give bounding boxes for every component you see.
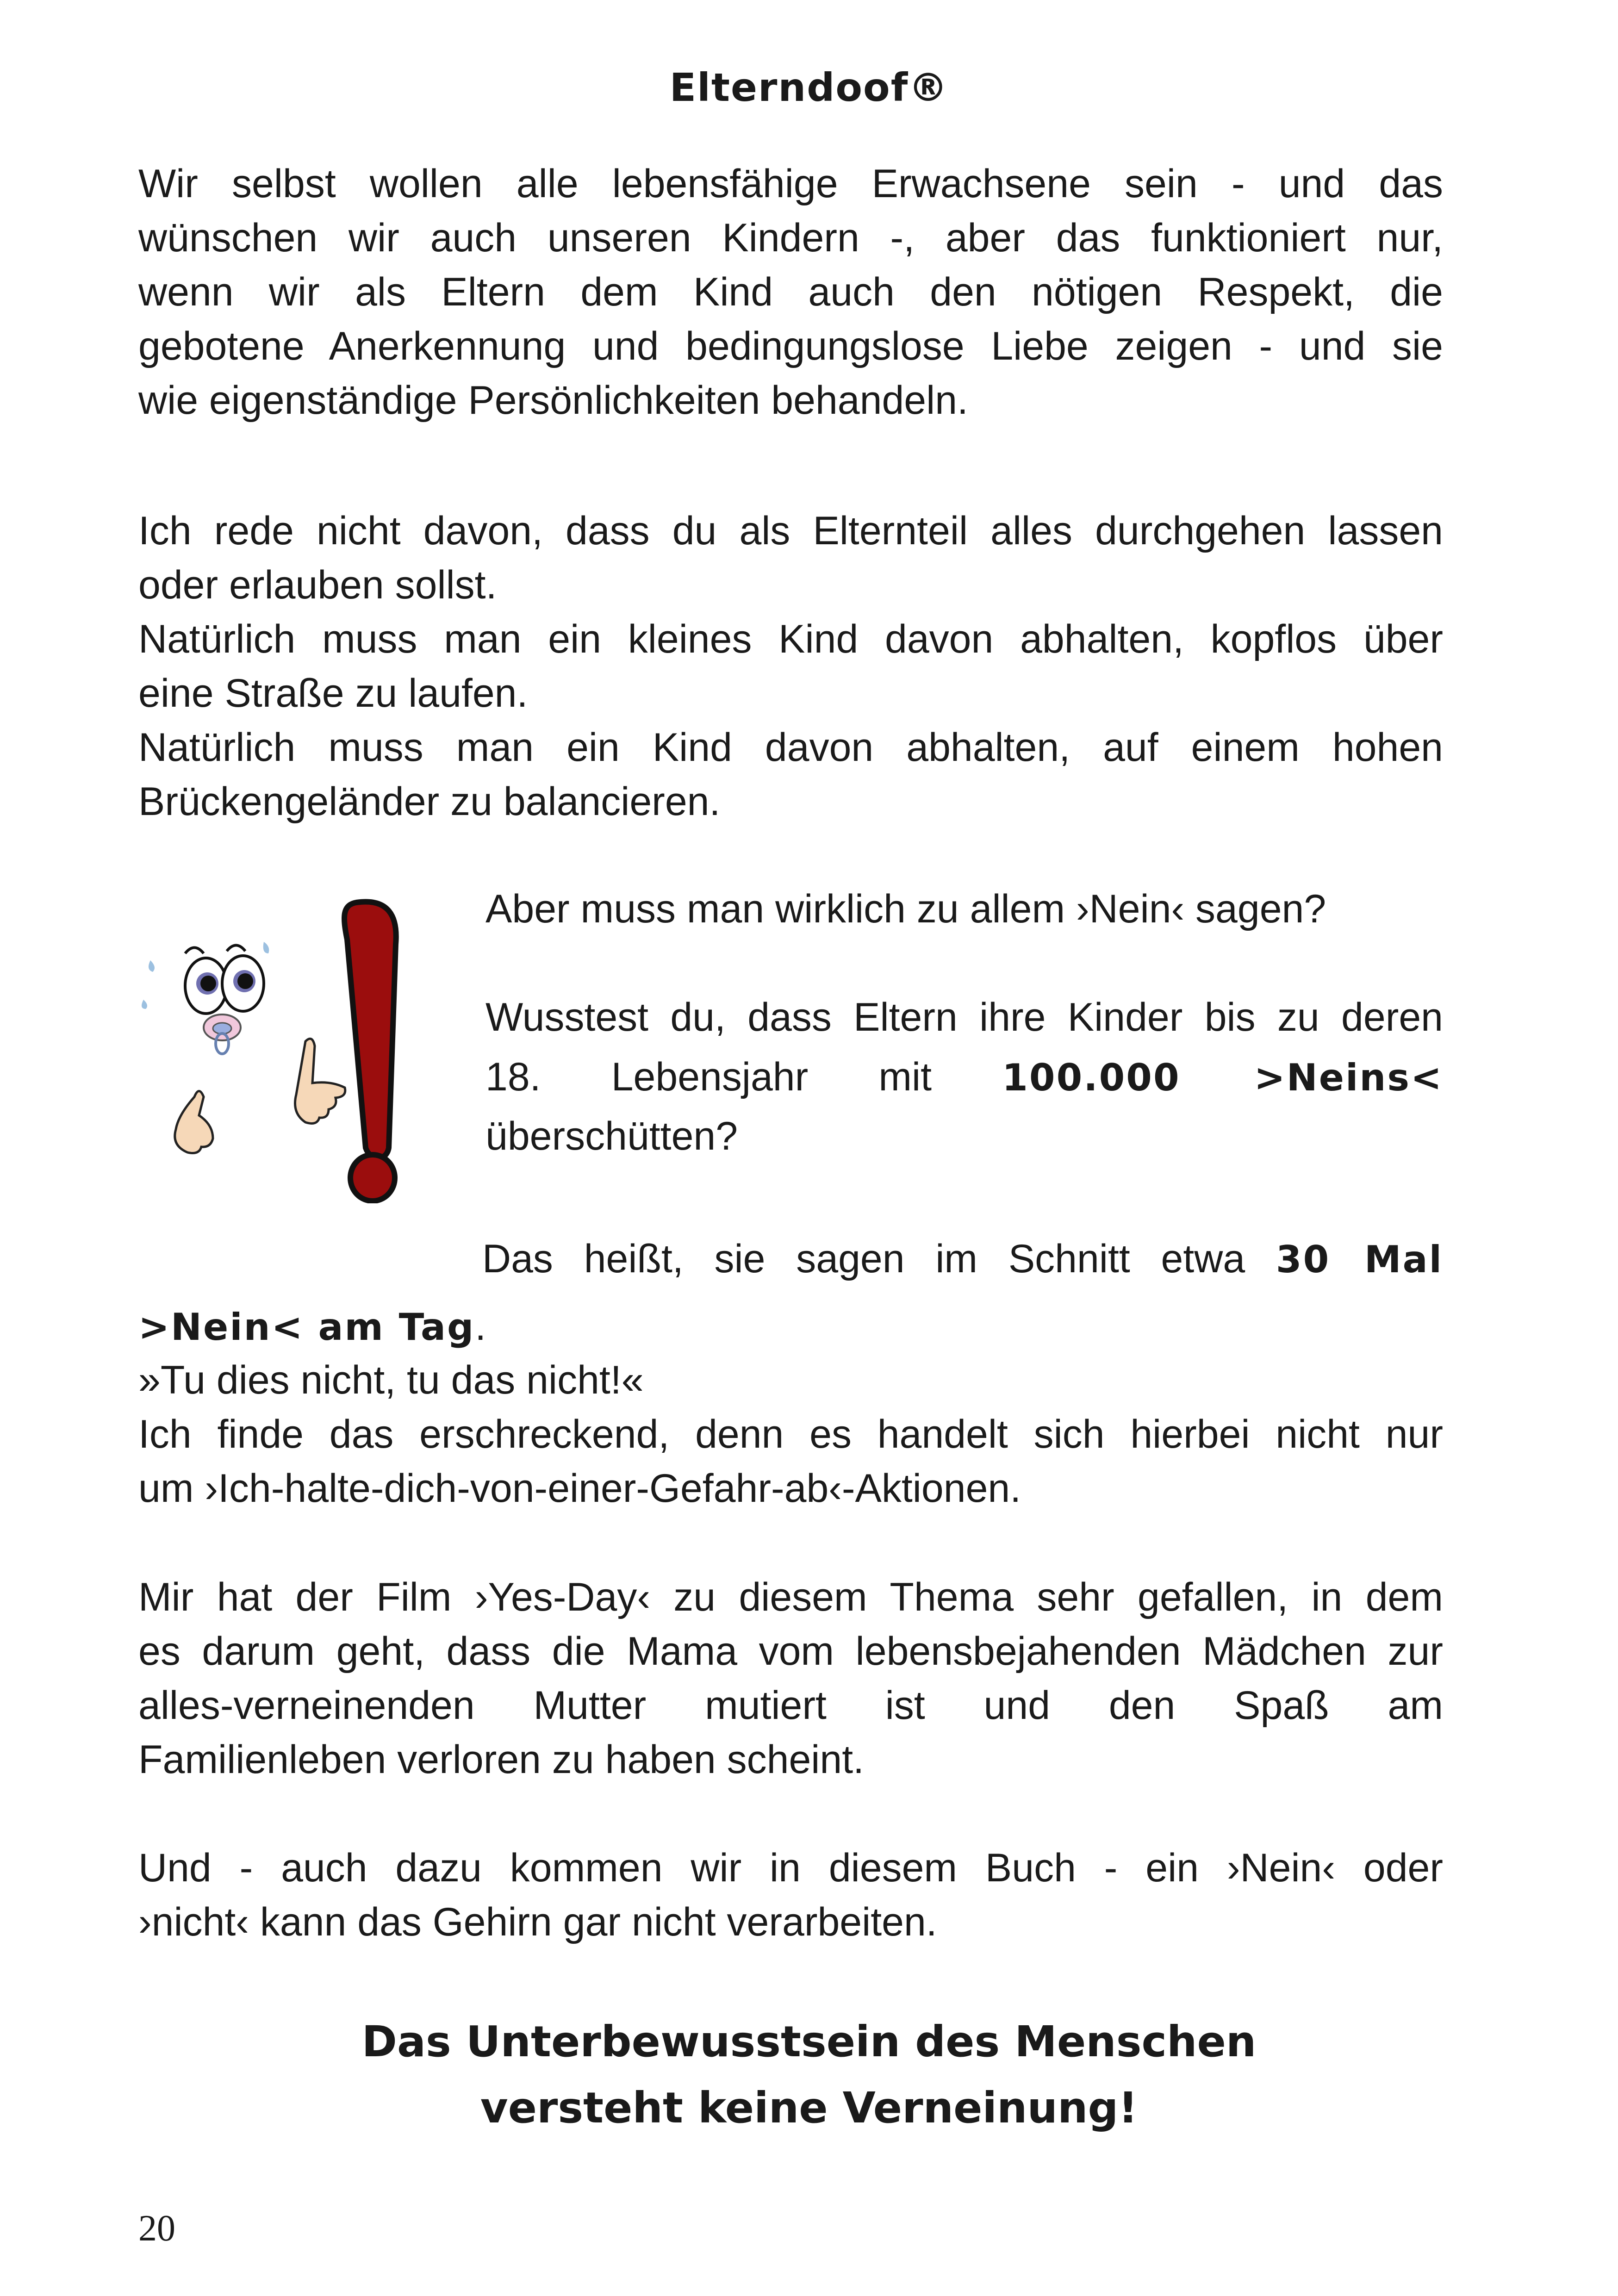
text-line: Ich finde das erschreckend, denn es handelt sich hierbei nicht nur (138, 1412, 1443, 1456)
book-header-title: Elterndoof® (669, 65, 949, 110)
text-line: oder erlauben sollst. (138, 563, 497, 607)
text-line: ›nicht‹ kann das Gehirn gar nicht verarbeiten. (138, 1900, 937, 1944)
text-line: gebotene Anerkennung und bedingungslose Liebe zeigen - und sie (138, 324, 1443, 368)
pointing-hands-icon (175, 1039, 345, 1153)
text-line: Und - auch dazu kommen wir in diesem Buch - ein ›Nein‹ oder (138, 1846, 1443, 1890)
emphasis-30-mal: 30 Mal (1276, 1238, 1443, 1281)
daily-no-line-2 (138, 1300, 1443, 1354)
baby-exclamation-illustration (139, 889, 435, 1203)
text-line: Mir hat der Film ›Yes-Day‹ zu diesem Thema sehr gefallen, in dem (138, 1575, 1443, 1619)
text-line: alles-verneinenden Mutter mutiert ist und den Spaß am (138, 1683, 1443, 1728)
daily-no-sentence (482, 1232, 1443, 1286)
text-line: Natürlich muss man ein kleines Kind davon abhalten, kopflos über (138, 617, 1443, 661)
baby-face-icon (142, 942, 269, 1054)
text-line: um ›Ich-halte-dich-von-einer-Gefahr-ab‹-Aktionen. (138, 1466, 1021, 1511)
paragraph-5 (138, 1841, 1443, 1949)
text-line: »Tu dies nicht, tu das nicht!« (138, 1358, 644, 1402)
paragraph-3 (138, 1353, 1443, 1516)
text-line: Wir selbst wollen alle lebensfähige Erwachsene sein - und das (138, 162, 1443, 206)
exclamation-mark-icon (344, 902, 396, 1201)
paragraph-1 (138, 157, 1443, 428)
aside-line-3: überschütten? (485, 1114, 738, 1158)
text-line: wie eigenständige Persönlichkeiten behandeln. (138, 378, 968, 423)
emphasis-neins-count: 100.000 >Neins< (1002, 1056, 1443, 1099)
paragraph-2 (138, 504, 1443, 829)
text-line: Familienleben verloren zu haben scheint. (138, 1737, 865, 1782)
daily-no-text: Das heißt, sie sagen im Schnitt etwa (482, 1237, 1245, 1281)
closing-quote (0, 2009, 1618, 2141)
text-line: Natürlich muss man ein Kind davon abhalten, auf einem hohen (138, 725, 1443, 770)
text-line: wünschen wir auch unseren Kindern -, aber das funktioniert nur, (138, 216, 1443, 260)
aside-line-1: Wusstest du, dass Eltern ihre Kinder bis zu deren (485, 995, 1443, 1039)
aside-line-2 (485, 1045, 1443, 1109)
paragraph-4 (138, 1570, 1443, 1787)
quote-line-1: Das Unterbewusstsein des Menschen (361, 2017, 1257, 2066)
daily-no-line-1 (482, 1232, 1443, 1286)
emphasis-nein-am-tag: >Nein< am Tag (138, 1306, 475, 1349)
text-line: eine Straße zu laufen. (138, 671, 528, 716)
text-line: Brückengeländer zu balancieren. (138, 779, 721, 824)
aside-line-2-text: 18. Lebensjahr mit (485, 1055, 932, 1099)
quote-line-2: versteht keine Verneinung! (480, 2083, 1138, 2133)
text-line: es darum geht, dass die Mama vom lebensbejahenden Mädchen zur (138, 1629, 1443, 1674)
daily-no-continuation (138, 1300, 1443, 1354)
aside-question: Aber muss man wirklich zu allem ›Nein‹ sagen? (485, 887, 1326, 931)
text-line: wenn wir als Eltern dem Kind auch den nötigen Respekt, die (138, 270, 1443, 314)
aside-text (485, 882, 1443, 1164)
page-number: 20 (138, 2208, 175, 2249)
text-line: Ich rede nicht davon, dass du als Elternteil alles durchgehen lassen (138, 509, 1443, 553)
period: . (475, 1304, 486, 1349)
